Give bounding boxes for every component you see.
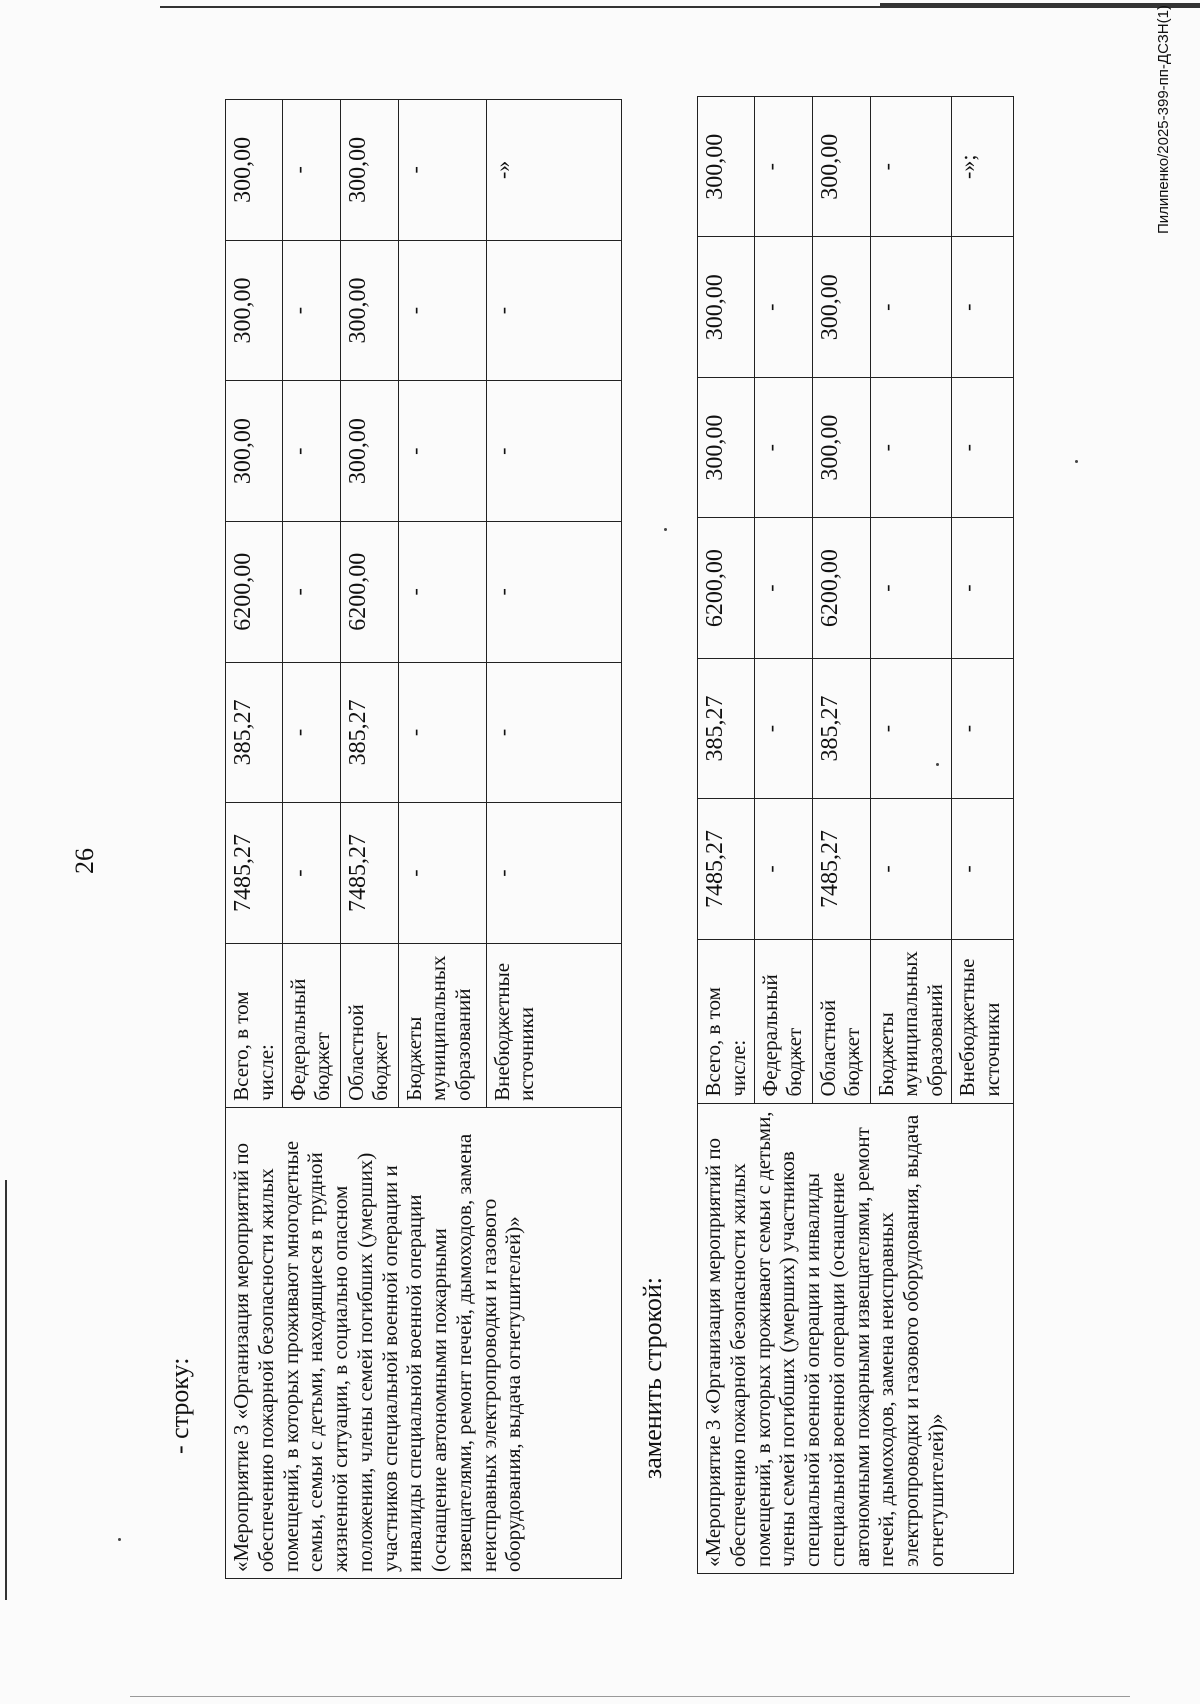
amount-cell: - (486, 803, 621, 944)
amount-cell: 6200,00 (226, 521, 283, 662)
amount-cell: - (951, 658, 1013, 798)
measure-description-cell: «Мероприятие 3 «Организация мероприятий по обеспечению пожарной безопасности жилых помещений, в которых проживают семьи с детьми, члены семей погибших (умерших) участников специальной военной операции и инвалиды специальной военной операции (оснащение автономными пожарными извещателями, ремонт печей, дымоходов, замена неисправных электропроводки и газового оборудования, выдача огнетушителей)» (698, 1103, 1014, 1573)
amount-cell: 300,00 (226, 240, 283, 381)
measure-description-cell: «Мероприятие 3 «Организация мероприятий по обеспечению пожарной безопасности жилых помещений, в которых проживают многодетные семьи, семьи с детьми, находящиеся в трудной жизненной ситуации, в социально опасном положении, члены семей погибших (умерших) участников специальной военной операции и инвалиды специальной военной операции (оснащение автономными пожарными извещателями, ремонт печей, дымоходов, замена неисправных электропроводки и газового оборудования, выдача огнетушителей)» (226, 1107, 622, 1578)
funding-source-cell: Всего, в том числе: (226, 943, 283, 1107)
amount-cell: - (486, 240, 621, 381)
amount-cell: - (951, 377, 1013, 517)
amount-cell: - (486, 662, 621, 803)
amount-cell: 300,00 (698, 97, 755, 237)
caption-after: заменить строкой: (638, 1276, 667, 1479)
amount-cell: 7485,27 (698, 799, 755, 939)
amount-cell: - (282, 100, 340, 241)
amount-cell: - (754, 658, 812, 798)
amount-cell: 7485,27 (812, 799, 870, 939)
amount-cell: 300,00 (698, 377, 755, 517)
amount-cell: - (951, 799, 1013, 939)
amount-cell: - (398, 521, 486, 662)
amount-cell: 300,00 (340, 381, 398, 522)
funding-source-cell: Областной бюджет (340, 943, 398, 1107)
amount-cell: - (486, 521, 621, 662)
table-new (697, 96, 1014, 1574)
amount-cell: - (398, 240, 486, 381)
table-old (225, 99, 622, 1579)
amount-cell: 385,27 (698, 658, 755, 798)
footer-text: Пилипенко/2025-399-пп-ДСЗН(1) (1155, 5, 1172, 234)
amount-cell: 300,00 (812, 237, 870, 377)
amount-cell: 6200,00 (812, 518, 870, 658)
amount-cell: 300,00 (340, 100, 398, 241)
amount-cell: - (282, 662, 340, 803)
funding-source-cell: Внебюджетные источники (486, 943, 621, 1107)
amount-cell: - (754, 799, 812, 939)
amount-cell: - (398, 381, 486, 522)
amount-cell: 300,00 (812, 377, 870, 517)
funding-source-cell: Бюджеты муниципальных образований (870, 939, 951, 1103)
funding-source-cell: Всего, в том числе: (698, 939, 755, 1103)
amount-cell: 385,27 (812, 658, 870, 798)
amount-cell: - (754, 237, 812, 377)
amount-cell: - (870, 658, 951, 798)
amount-cell: - (282, 381, 340, 522)
amount-cell: - (398, 100, 486, 241)
amount-cell: - (486, 381, 621, 522)
funding-source-cell: Федеральный бюджет (282, 943, 340, 1107)
amount-cell: - (282, 803, 340, 944)
caption-before: - строку: (165, 1357, 194, 1454)
amount-cell: 300,00 (698, 237, 755, 377)
amount-cell: - (398, 803, 486, 944)
funding-source-cell: Бюджеты муниципальных образований (398, 943, 486, 1107)
amount-cell: - (870, 377, 951, 517)
table-row (226, 100, 283, 1579)
amount-cell: - (870, 237, 951, 377)
amount-cell: 300,00 (340, 240, 398, 381)
funding-source-cell: Областной бюджет (812, 939, 870, 1103)
amount-cell: 6200,00 (340, 521, 398, 662)
amount-cell: - (282, 240, 340, 381)
amount-cell: - (398, 662, 486, 803)
amount-cell: - (754, 377, 812, 517)
amount-cell: 300,00 (812, 97, 870, 237)
amount-cell: - (870, 799, 951, 939)
page-number: 26 (70, 848, 99, 874)
table-row (698, 97, 755, 1574)
amount-cell: 385,27 (340, 662, 398, 803)
amount-cell: - (282, 521, 340, 662)
amount-cell: - (951, 237, 1013, 377)
amount-cell: - (870, 97, 951, 237)
amount-cell: 7485,27 (340, 803, 398, 944)
funding-source-cell: Федеральный бюджет (754, 939, 812, 1103)
amount-cell: - (951, 518, 1013, 658)
amount-cell: - (754, 97, 812, 237)
amount-cell: 300,00 (226, 100, 283, 241)
amount-cell: - (754, 518, 812, 658)
amount-cell: 6200,00 (698, 518, 755, 658)
amount-cell: -» (486, 100, 621, 241)
funding-source-cell: Внебюджетные источники (951, 939, 1013, 1103)
amount-cell: 385,27 (226, 662, 283, 803)
amount-cell: 300,00 (226, 381, 283, 522)
amount-cell: -»; (951, 97, 1013, 237)
amount-cell: 7485,27 (226, 803, 283, 944)
amount-cell: - (870, 518, 951, 658)
